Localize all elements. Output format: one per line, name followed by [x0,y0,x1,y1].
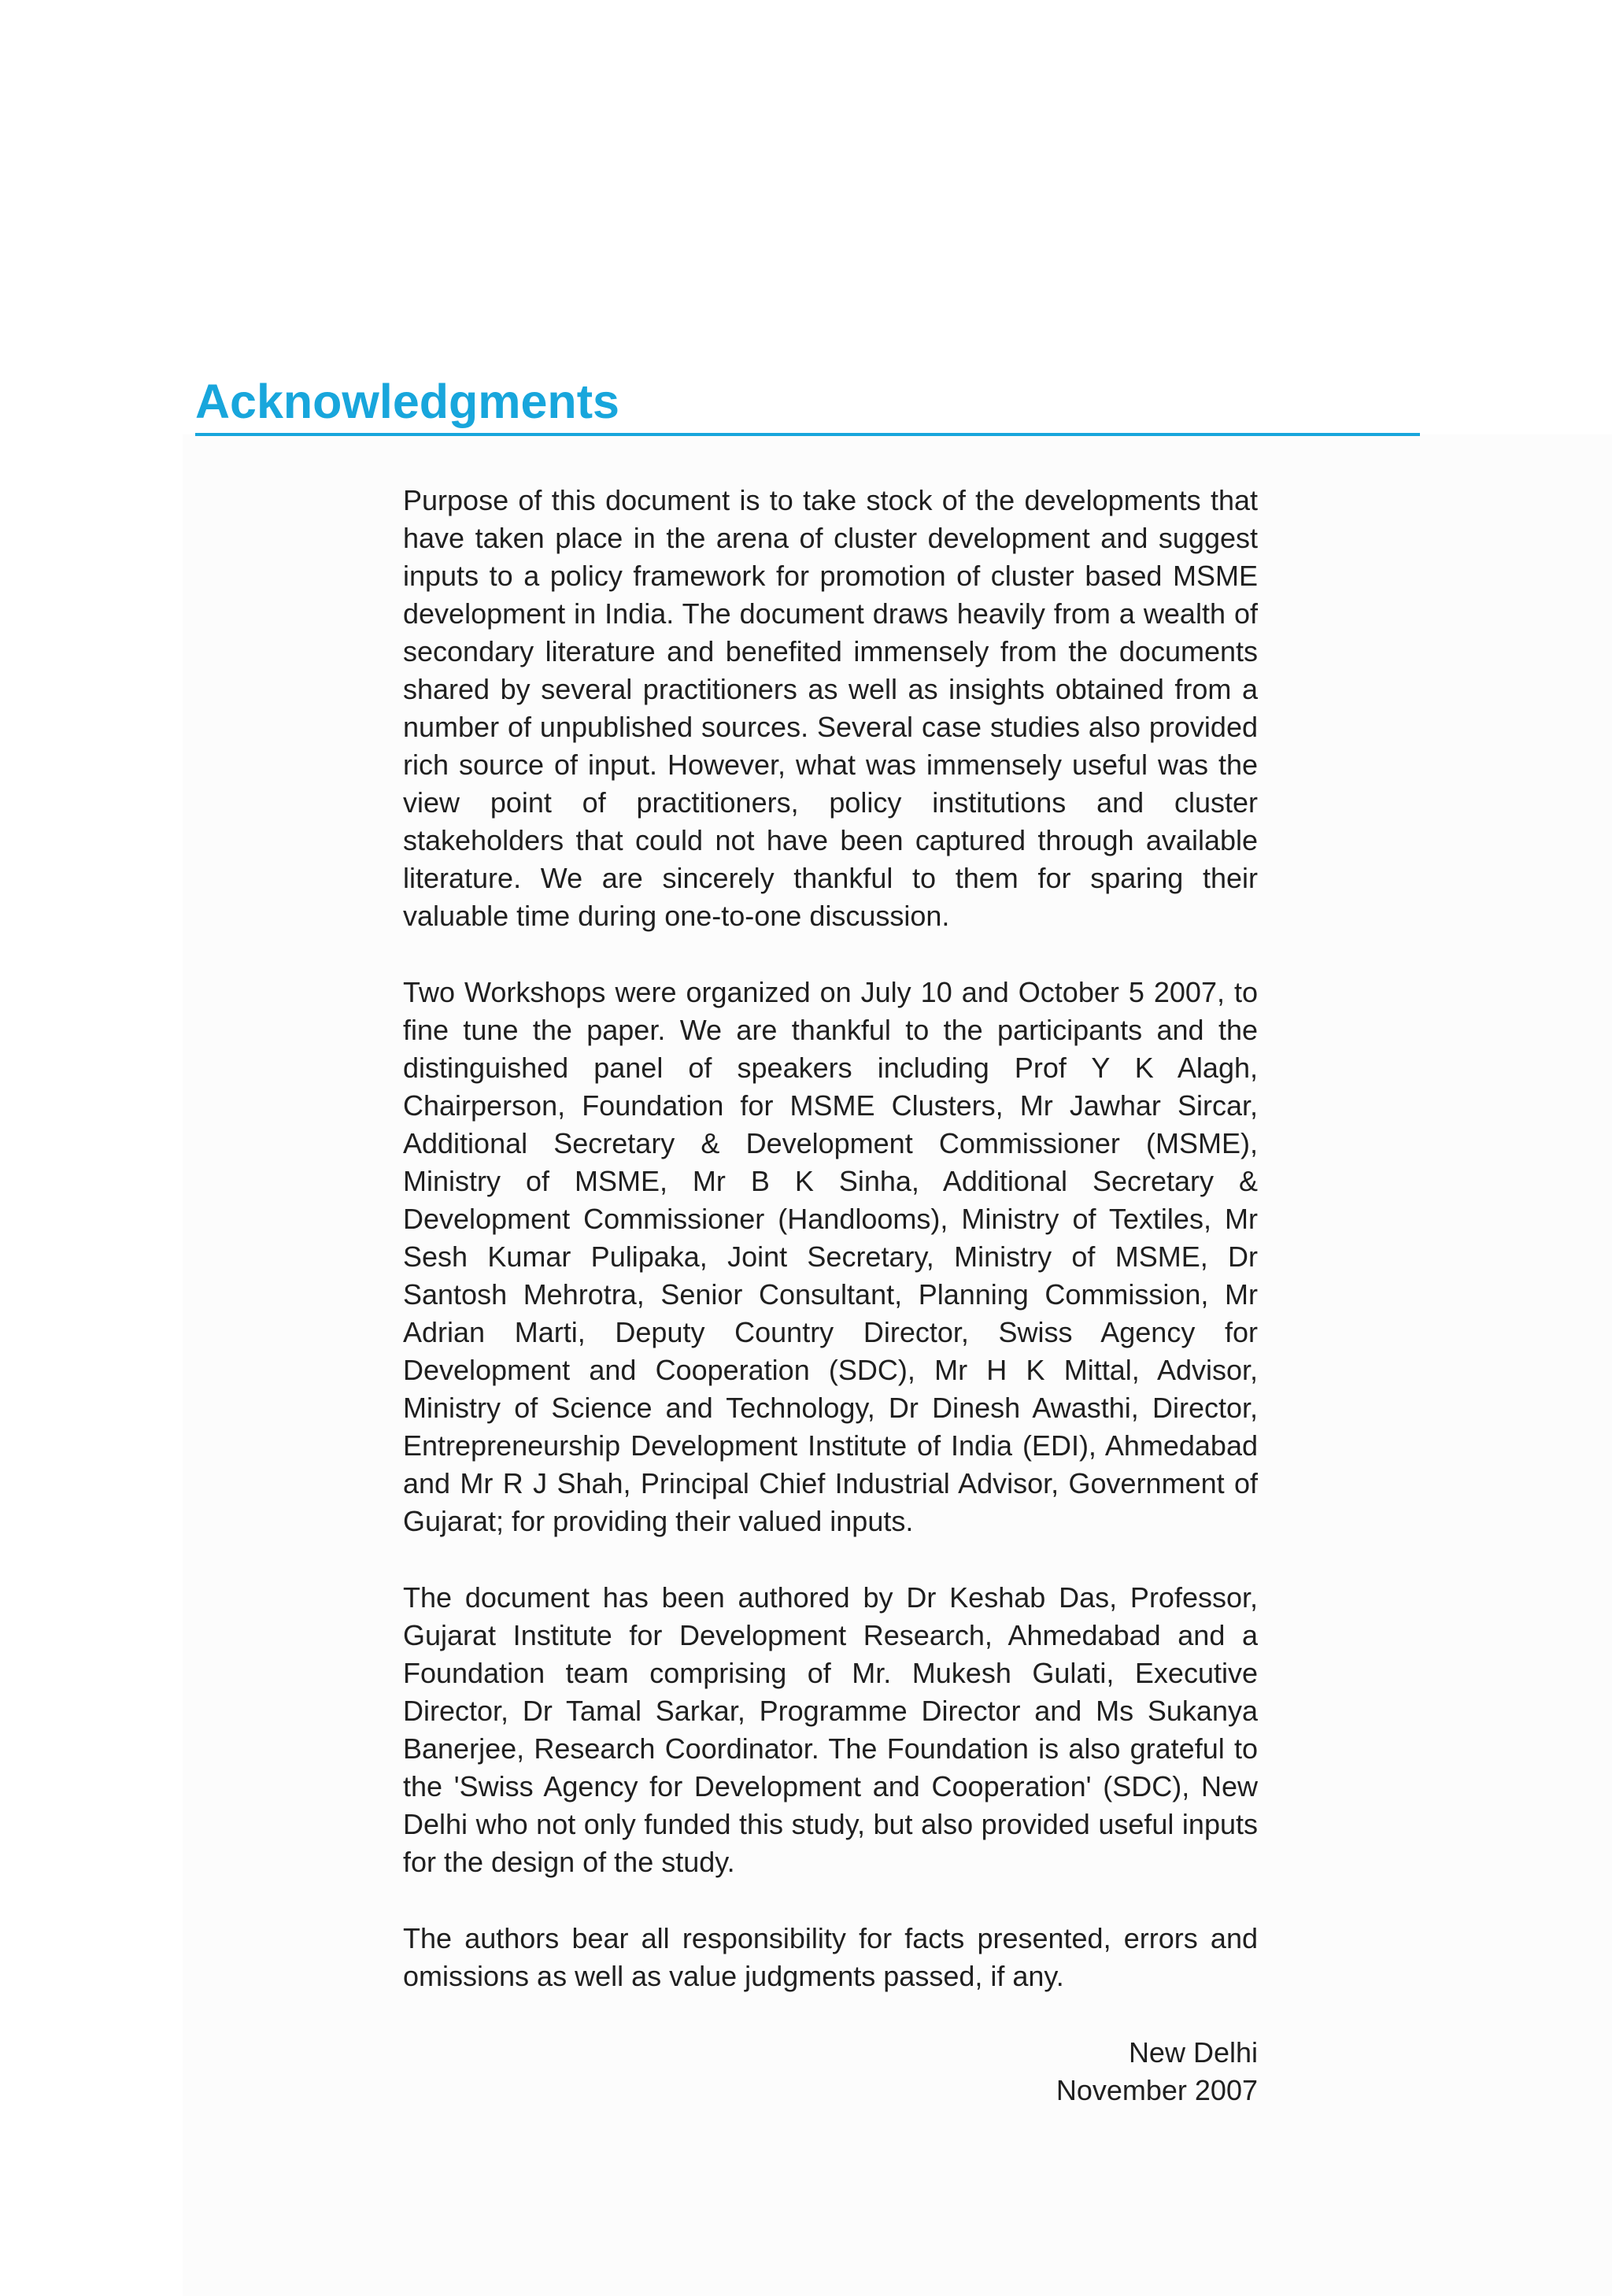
paragraph-responsibility: The authors bear all responsibility for facts presented, errors and omissions as well as value judgments passed, if any. [403,1922,1258,1992]
page-title: Acknowledgments [195,375,619,428]
signature-block [403,2034,1258,2109]
signature-date: November 2007 [1056,2074,1258,2106]
acknowledgments-body [403,482,1258,2109]
paragraph-workshops: Two Workshops were organized on July 10 and October 5 2007, to fine tune the paper. We are thankful to the participants and the distinguished panel of speakers including Prof Y K Alagh, Chairperson, Foundation for MSME Clusters, Mr Jawhar Sircar, Additional Secretary & Development Commissioner (MSME), Ministry of MSME, Mr B K Sinha, Additional Secretary & Development Commissioner (Handlooms), Ministry of Textiles, Mr Sesh Kumar Pulipaka, Joint Secretary, Ministry of MSME, Dr Santosh Mehrotra, Senior Consultant, Planning Commission, Mr Adrian Marti, Deputy Country Director, Swiss Agency for Development and Cooperation (SDC), Mr H K Mittal, Advisor, Ministry of Science and Technology, Dr Dinesh Awasthi, Director, Entrepreneurship Development Institute of India (EDI), Ahmedabad and Mr R J Shah, Principal Chief Industrial Advisor, Government of Gujarat; for providing their valued inputs. [403,976,1258,1537]
signature-place: New Delhi [1128,2036,1258,2069]
paragraph-purpose: Purpose of this document is to take stock of the developments that have taken place in the arena of cluster development and suggest inputs to a policy framework for promotion of cluster based MSME development in India. The document draws heavily from a wealth of secondary literature and benefited immensely from the documents shared by several practitioners as well as insights obtained from a number of unpublished sources. Several case studies also provided rich source of input. However, what was immensely useful was the view point of practitioners, policy institutions and cluster stakeholders that could not have been captured through available literature. We are sincerely thankful to them for sparing their valuable time during one-to-one discussion. [403,484,1258,932]
title-underline [195,433,1420,436]
paragraph-authors: The document has been authored by Dr Keshab Das, Professor, Gujarat Institute for Development Research, Ahmedabad and a Foundation team comprising of Mr. Mukesh Gulati, Executive Director, Dr Tamal Sarkar, Programme Director and Ms Sukanya Banerjee, Research Coordinator. The Foundation is also grateful to the 'Swiss Agency for Development and Cooperation' (SDC), New Delhi who not only funded this study, but also provided useful inputs for the design of the study. [403,1581,1258,1878]
